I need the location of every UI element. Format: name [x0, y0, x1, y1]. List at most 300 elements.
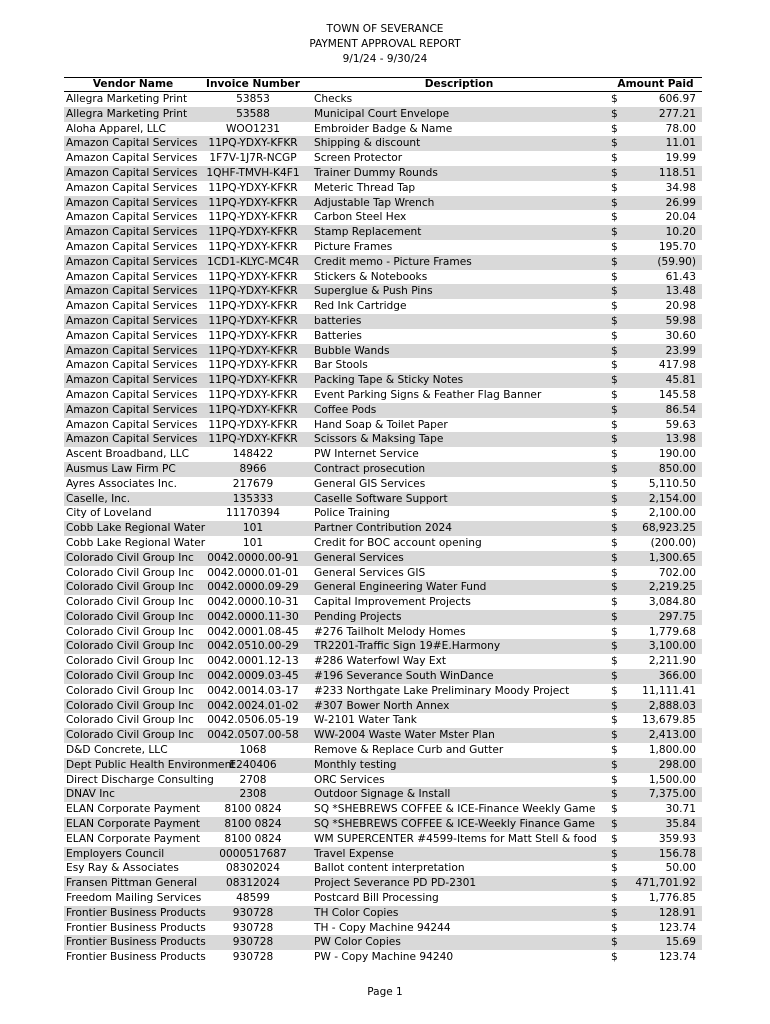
invoice-cell: 930728 — [232, 936, 274, 949]
description-cell: SQ *SHEBREWS COFFEE & ICE-Finance Weekly Game — [314, 803, 596, 816]
invoice-cell: 11PQ-YDXY-KFKR — [208, 300, 298, 313]
description-cell: General Engineering Water Fund — [314, 581, 487, 594]
amount-cell: (59.90) — [657, 255, 696, 268]
invoice-cell: 11PQ-YDXY-KFKR — [208, 196, 298, 209]
vendor-cell: Amazon Capital Services — [66, 359, 198, 372]
invoice-cell: 0042.0000.00-91 — [207, 551, 299, 564]
amount-cell: 1,300.65 — [648, 551, 696, 564]
invoice-cell: 53588 — [236, 107, 270, 120]
vendor-cell: Frontier Business Products — [66, 906, 206, 919]
table-row — [64, 654, 702, 669]
amount-cell: 23.99 — [665, 344, 696, 357]
currency-symbol: $ — [611, 462, 618, 475]
vendor-cell: Colorado Civil Group Inc — [66, 566, 194, 579]
currency-symbol: $ — [611, 522, 618, 535]
table-row — [64, 861, 702, 876]
currency-symbol: $ — [611, 714, 618, 727]
amount-cell: 277.21 — [658, 107, 696, 120]
invoice-cell: 0042.0001.12-13 — [207, 655, 299, 668]
table-row — [64, 802, 702, 817]
amount-cell: 156.78 — [658, 847, 696, 860]
currency-symbol: $ — [611, 847, 618, 860]
vendor-cell: Colorado Civil Group Inc — [66, 551, 194, 564]
table-row — [64, 743, 702, 758]
table-row — [64, 832, 702, 847]
table-row — [64, 210, 702, 225]
currency-symbol: $ — [611, 388, 618, 401]
currency-symbol: $ — [611, 166, 618, 179]
invoice-cell: 8100 0824 — [224, 818, 282, 831]
invoice-cell: 101 — [242, 536, 264, 549]
description-cell: #196 Severance South WinDance — [314, 670, 494, 683]
amount-cell: 11,111.41 — [642, 684, 696, 697]
description-cell: Credit for BOC account opening — [314, 536, 482, 549]
vendor-cell: Amazon Capital Services — [66, 240, 198, 253]
table-row — [64, 403, 702, 418]
table-row — [64, 551, 702, 566]
currency-symbol: $ — [611, 403, 618, 416]
table-row — [64, 817, 702, 832]
vendor-cell: Amazon Capital Services — [66, 300, 198, 313]
vendor-cell: Fransen Pittman General — [66, 877, 198, 890]
invoice-cell: 1068 — [239, 744, 267, 757]
currency-symbol: $ — [611, 181, 618, 194]
description-cell: PW Internet Service — [314, 448, 419, 461]
amount-cell: 13,679.85 — [642, 714, 696, 727]
amount-cell: 30.60 — [665, 329, 696, 342]
table-row — [64, 314, 702, 329]
table-row — [64, 373, 702, 388]
invoice-cell: 11PQ-YDXY-KFKR — [208, 270, 298, 283]
amount-cell: 190.00 — [658, 448, 696, 461]
vendor-cell: Frontier Business Products — [66, 921, 206, 934]
table-row — [64, 329, 702, 344]
description-cell: Ballot content interpretation — [314, 862, 465, 875]
amount-cell: 123.74 — [658, 951, 696, 964]
amount-cell: 297.75 — [658, 610, 696, 623]
vendor-cell: Esy Ray & Associates — [66, 862, 179, 875]
description-cell: Pending Projects — [314, 610, 402, 623]
amount-cell: 68,923.25 — [642, 522, 696, 535]
description-cell: Caselle Software Support — [314, 492, 448, 505]
column-header-description: Description — [424, 78, 494, 90]
description-cell: WW-2004 Waste Water Mster Plan — [314, 729, 495, 742]
vendor-cell: ELAN Corporate Payment — [66, 818, 201, 831]
table-row — [64, 432, 702, 447]
currency-symbol: $ — [611, 877, 618, 890]
invoice-cell: 0042.0000.11-30 — [207, 610, 299, 623]
amount-cell: 123.74 — [658, 921, 696, 934]
description-cell: Contract prosecution — [314, 462, 426, 475]
currency-symbol: $ — [611, 744, 618, 757]
currency-symbol: $ — [611, 536, 618, 549]
currency-symbol: $ — [611, 285, 618, 298]
amount-cell: 35.84 — [665, 818, 696, 831]
vendor-cell: Freedom Mailing Services — [66, 892, 202, 905]
invoice-cell: 11PQ-YDXY-KFKR — [208, 418, 298, 431]
vendor-cell: Colorado Civil Group Inc — [66, 699, 194, 712]
invoice-cell: 11PQ-YDXY-KFKR — [208, 181, 298, 194]
invoice-cell: 08302024 — [226, 862, 280, 875]
currency-symbol: $ — [611, 729, 618, 742]
description-cell: Municipal Court Envelope — [314, 107, 450, 120]
amount-cell: 7,375.00 — [648, 788, 696, 801]
amount-cell: 417.98 — [658, 359, 696, 372]
vendor-cell: DNAV Inc — [66, 788, 115, 801]
amount-cell: 1,800.00 — [648, 744, 696, 757]
table-row — [64, 447, 702, 462]
amount-cell: 78.00 — [665, 122, 696, 135]
description-cell: batteries — [314, 314, 362, 327]
description-cell: Bubble Wands — [314, 344, 390, 357]
amount-cell: 2,888.03 — [648, 699, 696, 712]
amount-cell: 34.98 — [665, 181, 696, 194]
table-row — [64, 196, 702, 211]
invoice-cell: 101 — [242, 522, 264, 535]
description-cell: Stickers & Notebooks — [314, 270, 428, 283]
amount-cell: 359.93 — [658, 832, 696, 845]
vendor-cell: Amazon Capital Services — [66, 166, 198, 179]
table-row — [64, 344, 702, 359]
currency-symbol: $ — [611, 418, 618, 431]
invoice-cell: 11PQ-YDXY-KFKR — [208, 388, 298, 401]
currency-symbol: $ — [611, 921, 618, 934]
vendor-cell: Colorado Civil Group Inc — [66, 625, 194, 638]
amount-cell: (200.00) — [650, 536, 696, 549]
description-cell: #276 Tailholt Melody Homes — [314, 625, 466, 638]
currency-symbol: $ — [611, 255, 618, 268]
currency-symbol: $ — [611, 359, 618, 372]
currency-symbol: $ — [611, 566, 618, 579]
description-cell: Postcard Bill Processing — [314, 892, 439, 905]
currency-symbol: $ — [611, 507, 618, 520]
vendor-cell: Amazon Capital Services — [66, 152, 198, 165]
table-row — [64, 536, 702, 551]
amount-cell: 3,084.80 — [648, 596, 696, 609]
table-row — [64, 580, 702, 595]
invoice-cell: 8100 0824 — [224, 803, 282, 816]
currency-symbol: $ — [611, 581, 618, 594]
description-cell: #286 Waterfowl Way Ext — [314, 655, 447, 668]
amount-cell: 59.63 — [665, 418, 696, 431]
table-row — [64, 506, 702, 521]
description-cell: Credit memo - Picture Frames — [314, 255, 472, 268]
currency-symbol: $ — [611, 344, 618, 357]
column-header-vendor: Vendor Name — [92, 78, 174, 90]
column-header-invoice: Invoice Number — [206, 78, 300, 90]
vendor-cell: Amazon Capital Services — [66, 255, 198, 268]
currency-symbol: $ — [611, 477, 618, 490]
invoice-cell: 11170394 — [226, 507, 280, 520]
amount-cell: 45.81 — [665, 374, 696, 387]
currency-symbol: $ — [611, 670, 618, 683]
amount-cell: 20.98 — [665, 300, 696, 313]
currency-symbol: $ — [611, 640, 618, 653]
payment-table — [64, 77, 702, 965]
description-cell: Police Training — [314, 507, 390, 520]
table-row — [64, 462, 702, 477]
invoice-cell: 48599 — [236, 892, 270, 905]
table-row — [64, 151, 702, 166]
invoice-cell: WOO1231 — [225, 122, 281, 135]
description-cell: Capital Improvement Projects — [314, 596, 471, 609]
description-cell: Coffee Pods — [314, 403, 377, 416]
invoice-cell: E240406 — [229, 758, 277, 771]
currency-symbol: $ — [611, 906, 618, 919]
vendor-cell: Colorado Civil Group Inc — [66, 640, 194, 653]
amount-cell: 2,154.00 — [648, 492, 696, 505]
vendor-cell: Amazon Capital Services — [66, 403, 198, 416]
invoice-cell: 0042.0000.09-29 — [207, 581, 299, 594]
table-row — [64, 639, 702, 654]
amount-cell: 13.48 — [665, 285, 696, 298]
vendor-cell: Colorado Civil Group Inc — [66, 596, 194, 609]
invoice-cell: 08312024 — [226, 877, 280, 890]
vendor-cell: Allegra Marketing Print — [66, 107, 188, 120]
vendor-cell: Colorado Civil Group Inc — [66, 655, 194, 668]
amount-cell: 10.20 — [665, 226, 696, 239]
vendor-cell: Amazon Capital Services — [66, 314, 198, 327]
column-header-amount: Amount Paid — [617, 78, 694, 90]
description-cell: Packing Tape & Sticky Notes — [314, 374, 464, 387]
description-cell: Bar Stools — [314, 359, 368, 372]
description-cell: SQ *SHEBREWS COFFEE & ICE-Weekly Finance Game — [314, 818, 595, 831]
currency-symbol: $ — [611, 448, 618, 461]
invoice-cell: 11PQ-YDXY-KFKR — [208, 226, 298, 239]
amount-cell: 2,211.90 — [648, 655, 696, 668]
currency-symbol: $ — [611, 329, 618, 342]
amount-cell: 11.01 — [665, 137, 696, 150]
vendor-cell: Allegra Marketing Print — [66, 93, 188, 105]
currency-symbol: $ — [611, 832, 618, 845]
report-title: PAYMENT APPROVAL REPORT — [309, 38, 461, 50]
vendor-cell: City of Loveland — [66, 507, 152, 520]
invoice-cell: 11PQ-YDXY-KFKR — [208, 137, 298, 150]
invoice-cell: 11PQ-YDXY-KFKR — [208, 329, 298, 342]
table-row — [64, 270, 702, 285]
description-cell: Batteries — [314, 329, 362, 342]
invoice-cell: 0042.0014.03-17 — [207, 684, 299, 697]
description-cell: Stamp Replacement — [314, 226, 422, 239]
description-cell: TR2201-Traffic Sign 19#E.Harmony — [314, 640, 501, 653]
vendor-cell: Amazon Capital Services — [66, 270, 198, 283]
vendor-cell: Amazon Capital Services — [66, 388, 198, 401]
report-date-range: 9/1/24 - 9/30/24 — [342, 53, 428, 65]
amount-cell: 195.70 — [658, 240, 696, 253]
vendor-cell: Colorado Civil Group Inc — [66, 610, 194, 623]
description-cell: TH - Copy Machine 94244 — [314, 921, 451, 934]
amount-cell: 2,219.25 — [648, 581, 696, 594]
table-row — [64, 773, 702, 788]
table-row — [64, 107, 702, 122]
description-cell: General GIS Services — [314, 477, 426, 490]
invoice-cell: 11PQ-YDXY-KFKR — [208, 403, 298, 416]
table-row — [64, 284, 702, 299]
table-row — [64, 935, 702, 950]
table-row — [64, 299, 702, 314]
vendor-cell: ELAN Corporate Payment — [66, 803, 201, 816]
currency-symbol: $ — [611, 773, 618, 786]
table-row — [64, 136, 702, 151]
amount-cell: 850.00 — [658, 462, 696, 475]
amount-cell: 19.99 — [665, 152, 696, 165]
amount-cell: 50.00 — [665, 862, 696, 875]
description-cell: Project Severance PD PD-2301 — [314, 877, 477, 890]
currency-symbol: $ — [611, 226, 618, 239]
table-row — [64, 166, 702, 181]
table-row — [64, 950, 702, 965]
vendor-cell: Cobb Lake Regional Water — [66, 536, 206, 549]
description-cell: Meteric Thread Tap — [314, 181, 416, 194]
amount-cell: 1,776.85 — [648, 892, 696, 905]
description-cell: WM SUPERCENTER #4599-Items for Matt Stell & food — [314, 832, 597, 845]
currency-symbol: $ — [611, 951, 618, 964]
report-title-town: TOWN OF SEVERANCE — [326, 23, 444, 35]
currency-symbol: $ — [611, 433, 618, 446]
invoice-cell: 0000517687 — [219, 847, 287, 860]
amount-cell: 366.00 — [658, 670, 696, 683]
table-row — [64, 477, 702, 492]
invoice-cell: 11PQ-YDXY-KFKR — [208, 344, 298, 357]
currency-symbol: $ — [611, 374, 618, 387]
table-row — [64, 891, 702, 906]
vendor-cell: Colorado Civil Group Inc — [66, 714, 194, 727]
vendor-cell: Employers Council — [66, 847, 165, 860]
vendor-cell: Colorado Civil Group Inc — [66, 684, 194, 697]
vendor-cell: Amazon Capital Services — [66, 433, 198, 446]
invoice-cell: 217679 — [232, 477, 274, 490]
description-cell: Scissors & Maksing Tape — [314, 433, 444, 446]
currency-symbol: $ — [611, 699, 618, 712]
currency-symbol: $ — [611, 551, 618, 564]
table-row — [64, 625, 702, 640]
table-row — [64, 921, 702, 936]
currency-symbol: $ — [611, 625, 618, 638]
currency-symbol: $ — [611, 107, 618, 120]
table-row — [64, 225, 702, 240]
description-cell: Travel Expense — [314, 847, 394, 860]
currency-symbol: $ — [611, 270, 618, 283]
amount-cell: 3,100.00 — [648, 640, 696, 653]
table-row — [64, 521, 702, 536]
description-cell: Partner Contribution 2024 — [314, 522, 452, 535]
invoice-cell: 2308 — [239, 788, 267, 801]
invoice-cell: 0042.0507.00-58 — [207, 729, 299, 742]
vendor-cell: Colorado Civil Group Inc — [66, 581, 194, 594]
invoice-cell: 135333 — [232, 492, 274, 505]
description-cell: #307 Bower North Annex — [314, 699, 450, 712]
description-cell: Adjustable Tap Wrench — [314, 196, 435, 209]
currency-symbol: $ — [611, 758, 618, 771]
amount-cell: 128.91 — [658, 906, 696, 919]
vendor-cell: Amazon Capital Services — [66, 137, 198, 150]
currency-symbol: $ — [611, 122, 618, 135]
vendor-cell: Amazon Capital Services — [66, 329, 198, 342]
table-row — [64, 566, 702, 581]
currency-symbol: $ — [611, 803, 618, 816]
invoice-cell: 11PQ-YDXY-KFKR — [208, 285, 298, 298]
amount-cell: 2,413.00 — [648, 729, 696, 742]
amount-cell: 1,500.00 — [648, 773, 696, 786]
description-cell: TH Color Copies — [314, 906, 399, 919]
currency-symbol: $ — [611, 862, 618, 875]
amount-cell: 298.00 — [658, 758, 696, 771]
table-row — [64, 876, 702, 891]
table-row — [64, 684, 702, 699]
description-cell: Red Ink Cartridge — [314, 300, 407, 313]
invoice-cell: 1F7V-1J7R-NCGP — [209, 152, 297, 165]
description-cell: Checks — [314, 93, 353, 105]
vendor-cell: Ayres Associates Inc. — [66, 477, 177, 490]
amount-cell: 59.98 — [665, 314, 696, 327]
table-row — [64, 181, 702, 196]
amount-cell: 61.43 — [665, 270, 696, 283]
description-cell: ORC Services — [314, 773, 385, 786]
vendor-cell: Amazon Capital Services — [66, 211, 198, 224]
table-row — [64, 418, 702, 433]
vendor-cell: Frontier Business Products — [66, 951, 206, 964]
vendor-cell: Aloha Apparel, LLC — [66, 122, 166, 135]
currency-symbol: $ — [611, 211, 618, 224]
table-row — [64, 255, 702, 270]
invoice-cell: 0042.0000.01-01 — [207, 566, 299, 579]
amount-cell: 86.54 — [665, 403, 696, 416]
invoice-cell: 1QHF-TMVH-K4F1 — [206, 166, 300, 179]
table-row — [64, 713, 702, 728]
page-number: Page 1 — [367, 986, 403, 998]
invoice-cell: 0042.0506.05-19 — [207, 714, 299, 727]
table-body — [64, 92, 702, 965]
vendor-cell: Amazon Capital Services — [66, 226, 198, 239]
currency-symbol: $ — [611, 137, 618, 150]
table-row — [64, 787, 702, 802]
currency-symbol: $ — [611, 684, 618, 697]
currency-symbol: $ — [611, 596, 618, 609]
amount-cell: 15.69 — [665, 936, 696, 949]
vendor-cell: Amazon Capital Services — [66, 285, 198, 298]
table-row — [64, 610, 702, 625]
description-cell: Embroider Badge & Name — [314, 122, 453, 135]
invoice-cell: 2708 — [239, 773, 267, 786]
description-cell: Picture Frames — [314, 240, 393, 253]
description-cell: General Services — [314, 551, 404, 564]
amount-cell: 13.98 — [665, 433, 696, 446]
invoice-cell: 11PQ-YDXY-KFKR — [208, 359, 298, 372]
invoice-cell: 11PQ-YDXY-KFKR — [208, 433, 298, 446]
description-cell: Trainer Dummy Rounds — [314, 166, 438, 179]
vendor-cell: ELAN Corporate Payment — [66, 832, 201, 845]
vendor-cell: Caselle, Inc. — [66, 492, 131, 505]
description-cell: PW Color Copies — [314, 936, 401, 949]
table-row — [64, 728, 702, 743]
amount-cell: 145.58 — [658, 388, 696, 401]
currency-symbol: $ — [611, 152, 618, 165]
invoice-cell: 8100 0824 — [224, 832, 282, 845]
currency-symbol: $ — [611, 93, 618, 105]
invoice-cell: 930728 — [232, 951, 274, 964]
vendor-cell: Colorado Civil Group Inc — [66, 729, 194, 742]
table-row — [64, 388, 702, 403]
currency-symbol: $ — [611, 818, 618, 831]
invoice-cell: 11PQ-YDXY-KFKR — [208, 314, 298, 327]
amount-cell: 20.04 — [665, 211, 696, 224]
vendor-cell: Amazon Capital Services — [66, 181, 198, 194]
vendor-cell: Amazon Capital Services — [66, 374, 198, 387]
description-cell: #233 Northgate Lake Preliminary Moody Project — [314, 684, 570, 697]
currency-symbol: $ — [611, 240, 618, 253]
table-row — [64, 92, 702, 107]
vendor-cell: Amazon Capital Services — [66, 196, 198, 209]
